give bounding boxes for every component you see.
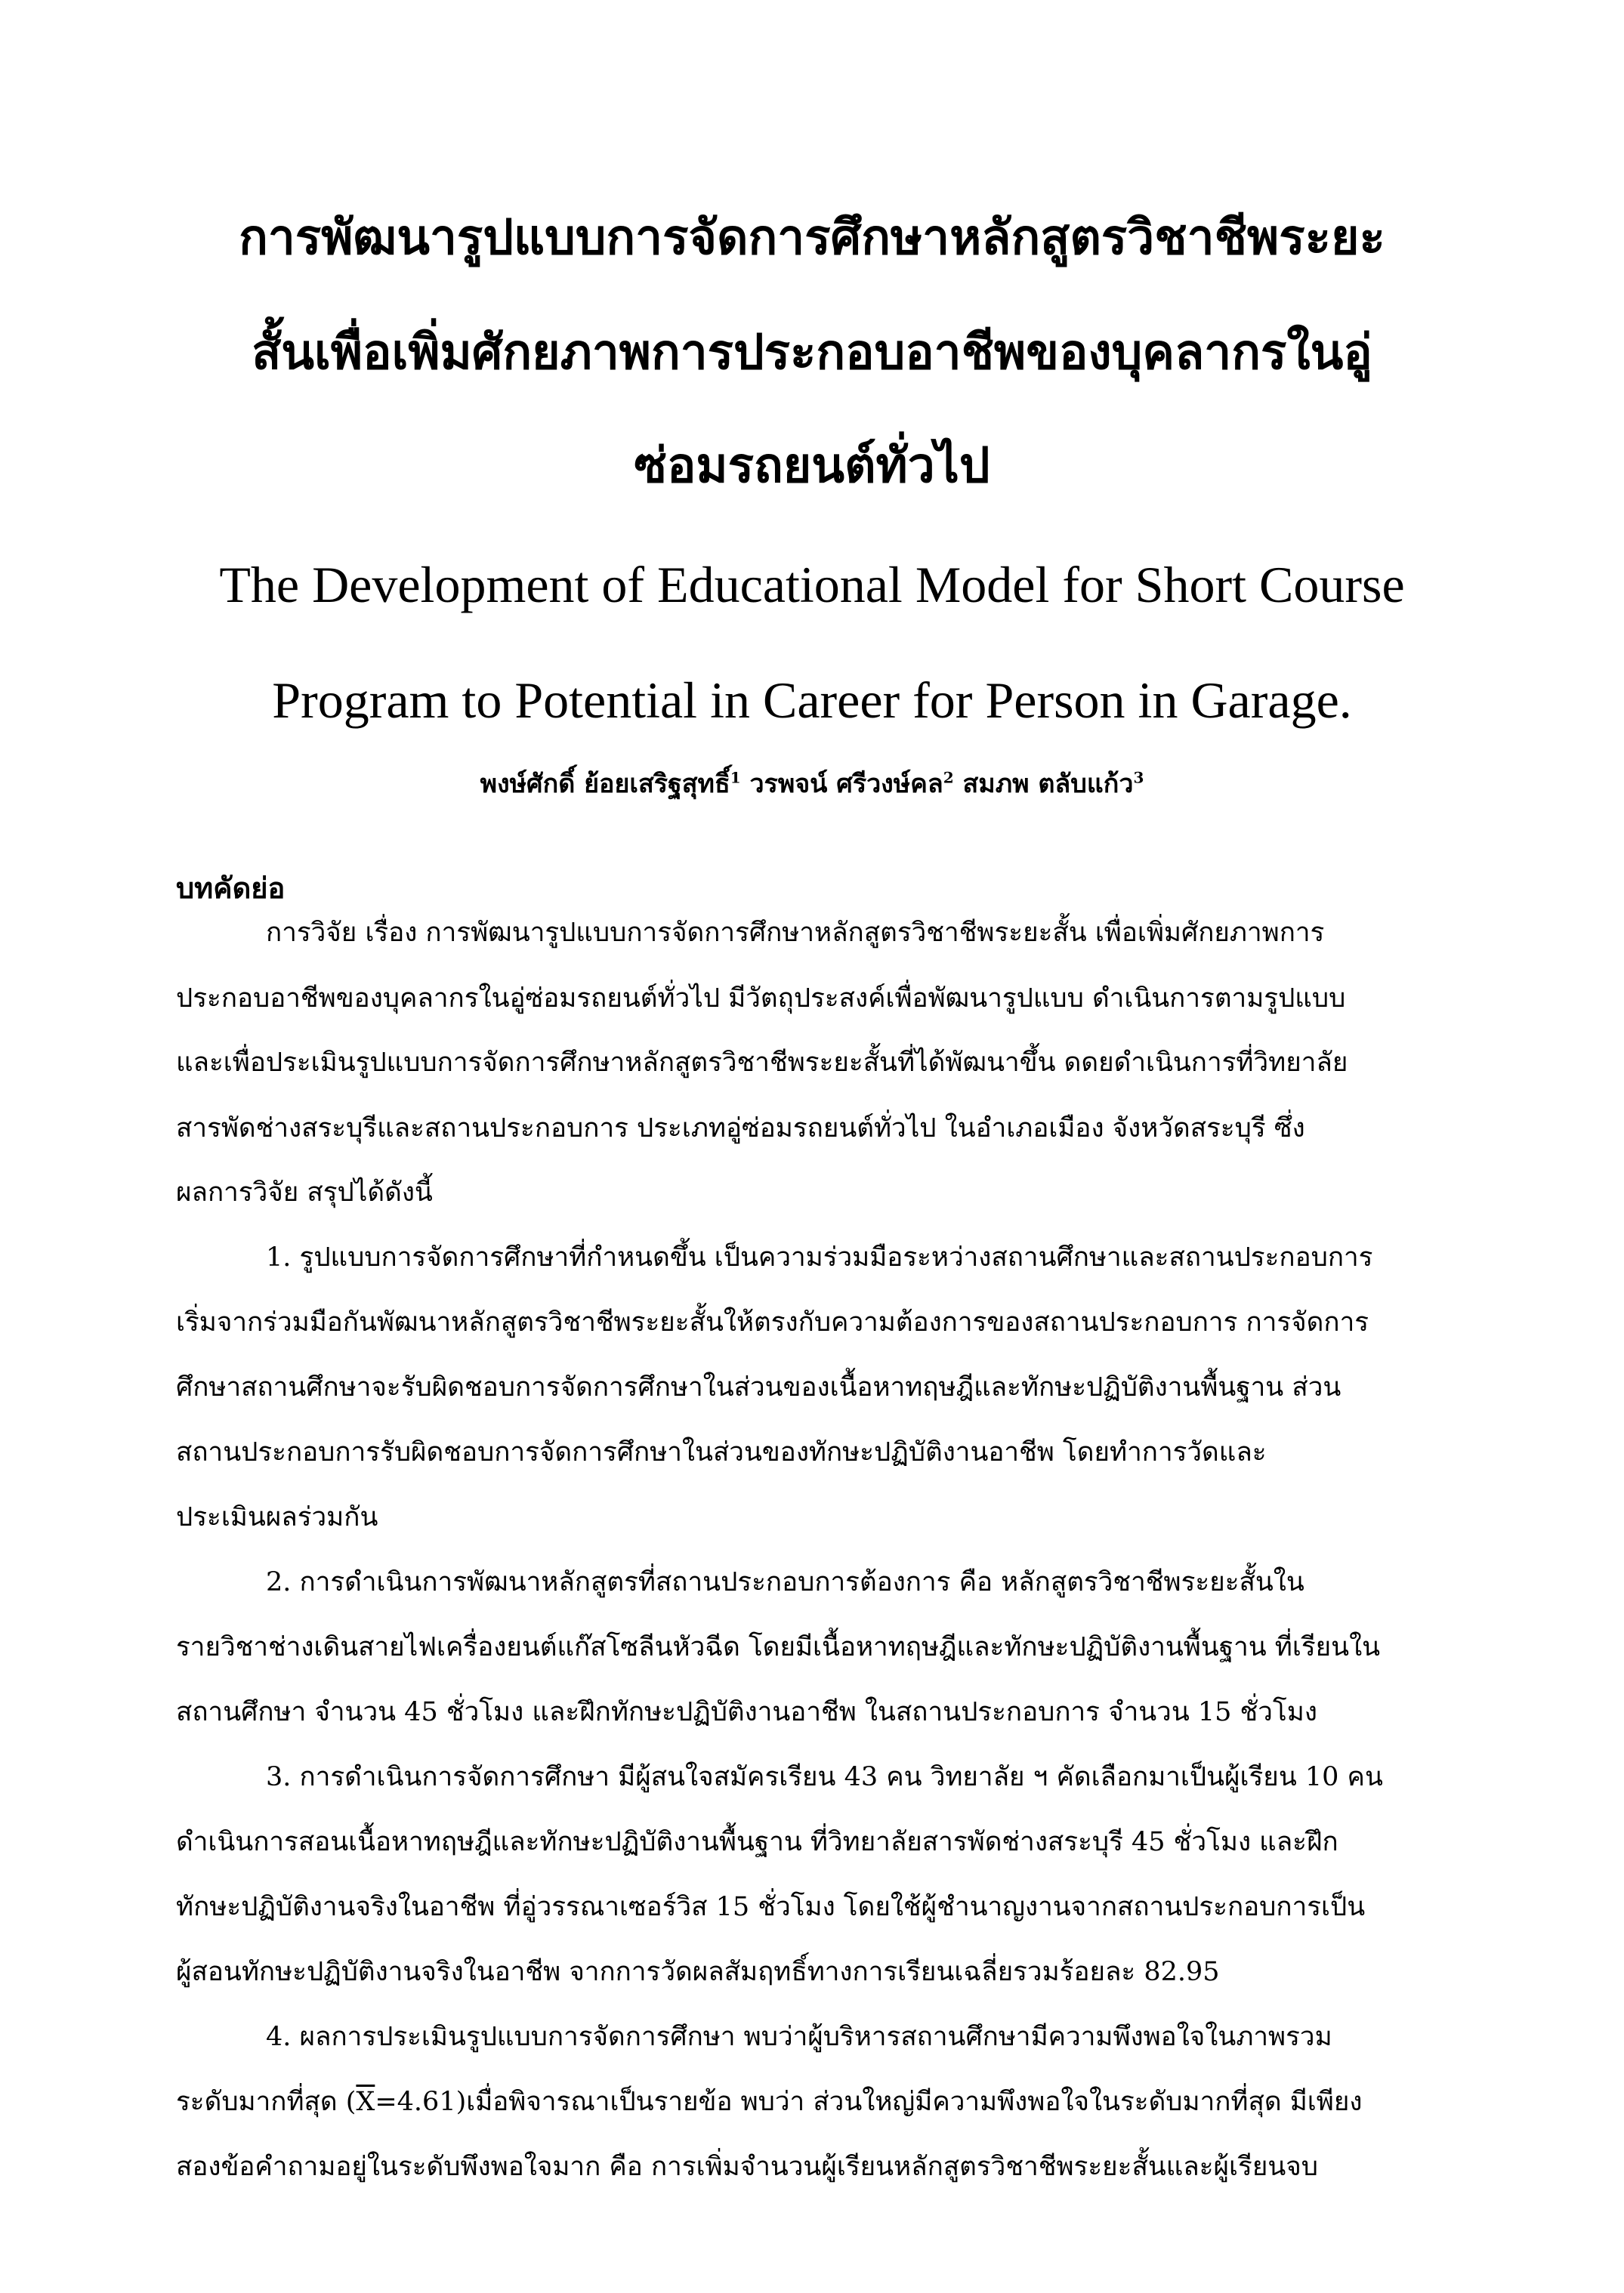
abstract-line: สารพัดช่างสระบุรีและสถานประกอบการ ประเภทอู่ซ่อมรถยนต์ทั่วไป ในอำเภอเมือง จังหวัดสระบุรี ซึ่ง bbox=[176, 1113, 1305, 1143]
mean-symbol: $\overline{X}$ bbox=[356, 2087, 375, 2117]
title-thai-line-2: สั้นเพื่อเพิ่มศักยภาพการประกอบอาชีพของบุคลากรในอู่ bbox=[252, 324, 1372, 381]
abstract-line: ผลการวิจัย สรุปได้ดังนี้ bbox=[176, 1177, 433, 1208]
mean-suffix: เมื่อพิจารณาเป็นรายข้อ พบว่า ส่วนใหญ่มีความพึงพอใจในระดับมากที่สุด มีเพียง bbox=[466, 2087, 1363, 2117]
author-3: สมภพ ตลับแก้ว bbox=[962, 769, 1134, 799]
abstract-line: รายวิชาช่างเดินสายไฟเครื่องยนต์แก๊สโซลีนหัวฉีด โดยมีเนื้อหาทฤษฎีและทักษะปฏิบัติงานพื้นฐาน ที่เรียนใน bbox=[176, 1632, 1381, 1662]
abstract-line: และเพื่อประเมินรูปแบบการจัดการศึกษาหลักสูตรวิชาชีพระยะสั้นที่ได้พัฒนาขึ้น ดดยดำเนินการที่วิทยาลัย bbox=[176, 1048, 1348, 1078]
abstract-line: เริ่มจากร่วมมือกันพัฒนาหลักสูตรวิชาชีพระยะสั้นให้ตรงกับความต้องการของสถานประกอบการ การจัดการ bbox=[176, 1307, 1369, 1338]
title-thai-line-3: ซ่อมรถยนต์ทั่วไป bbox=[634, 437, 990, 494]
abstract-line: ทักษะปฏิบัติงานจริงในอาชีพ ที่อู่วรรณาเซอร์วิส 15 ชั่วโมง โดยใช้ผู้ชำนาญงานจากสถานประกอบการเป็น bbox=[176, 1892, 1366, 1922]
abstract-line: 4. ผลการประเมินรูปแบบการจัดการศึกษา พบว่าผู้บริหารสถานศึกษามีความพึงพอใจในภาพรวม bbox=[266, 2022, 1332, 2052]
author-1-affiliation: 1 bbox=[730, 768, 741, 787]
abstract-line: 3. การดำเนินการจัดการศึกษา มีผู้สนใจสมัครเรียน 43 คน วิทยาลัย ฯ คัดเลือกมาเป็นผู้เรียน 10 คน bbox=[266, 1762, 1383, 1792]
abstract-line: สถานประกอบการรับผิดชอบการจัดการศึกษาในส่วนของทักษะปฏิบัติงานอาชีพ โดยทำการวัดและ bbox=[176, 1437, 1267, 1467]
abstract-line: ศึกษาสถานศึกษาจะรับผิดชอบการจัดการศึกษาในส่วนของเนื้อหาทฤษฎีและทักษะปฏิบัติงานพื้นฐาน ส่วน bbox=[176, 1372, 1341, 1403]
abstract-line: ประกอบอาชีพของบุคลากรในอู่ซ่อมรถยนต์ทั่วไป มีวัตถุประสงค์เพื่อพัฒนารูปแบบ ดำเนินการตามรูปแบบ bbox=[176, 983, 1346, 1014]
author-3-affiliation: 3 bbox=[1133, 768, 1144, 787]
abstract-line-with-mean bbox=[176, 2089, 1460, 2116]
abstract-line: ดำเนินการสอนเนื้อหาทฤษฎีและทักษะปฏิบัติงานพื้นฐาน ที่วิทยาลัยสารพัดช่างสระบุรี 45 ชั่วโมง และฝึก bbox=[176, 1827, 1338, 1857]
abstract-line: สถานศึกษา จำนวน 45 ชั่วโมง และฝึกทักษะปฏิบัติงานอาชีพ ในสถานประกอบการ จำนวน 15 ชั่วโมง bbox=[176, 1697, 1317, 1727]
title-english-line-1: The Development of Educational Model for Short Course bbox=[219, 556, 1405, 613]
abstract-heading: บทคัดย่อ bbox=[176, 871, 286, 905]
author-2-affiliation: 2 bbox=[943, 768, 954, 787]
abstract-line: 1. รูปแบบการจัดการศึกษาที่กำหนดขึ้น เป็นความร่วมมือระหว่างสถานศึกษาและสถานประกอบการ bbox=[266, 1242, 1373, 1273]
author-list bbox=[136, 763, 1488, 804]
abstract-line: 2. การดำเนินการพัฒนาหลักสูตรที่สถานประกอบการต้องการ คือ หลักสูตรวิชาชีพระยะสั้นใน bbox=[266, 1567, 1304, 1597]
author-1: พงษ์ศักดิ์ ย้อยเสริฐสุทธิ์ bbox=[480, 769, 730, 799]
title-english-line-2: Program to Potential in Career for Person in Garage. bbox=[272, 671, 1352, 729]
mean-prefix: ระดับมากที่สุด ( bbox=[176, 2087, 357, 2117]
mean-value: =4.61) bbox=[375, 2087, 467, 2117]
abstract-line: ประเมินผลร่วมกัน bbox=[176, 1502, 378, 1532]
abstract-line: สองข้อคำถามอยู่ในระดับพึงพอใจมาก คือ การเพิ่มจำนวนผู้เรียนหลักสูตรวิชาชีพระยะสั้นและผู้เรียนจบ bbox=[176, 2152, 1318, 2182]
author-2: วรพจน์ ศรีวงษ์คล bbox=[749, 769, 943, 799]
title-thai-line-1: การพัฒนารูปแบบการจัดการศึกษาหลักสูตรวิชาชีพระยะ bbox=[239, 209, 1385, 266]
abstract-line: ผู้สอนทักษะปฏิบัติงานจริงในอาชีพ จากการวัดผลสัมฤทธิ์ทางการเรียนเฉลี่ยรวมร้อยละ 82.95 bbox=[176, 1957, 1220, 1987]
abstract-line: การวิจัย เรื่อง การพัฒนารูปแบบการจัดการศึกษาหลักสูตรวิชาชีพระยะสั้น เพื่อเพิ่มศักยภาพการ bbox=[266, 918, 1325, 948]
